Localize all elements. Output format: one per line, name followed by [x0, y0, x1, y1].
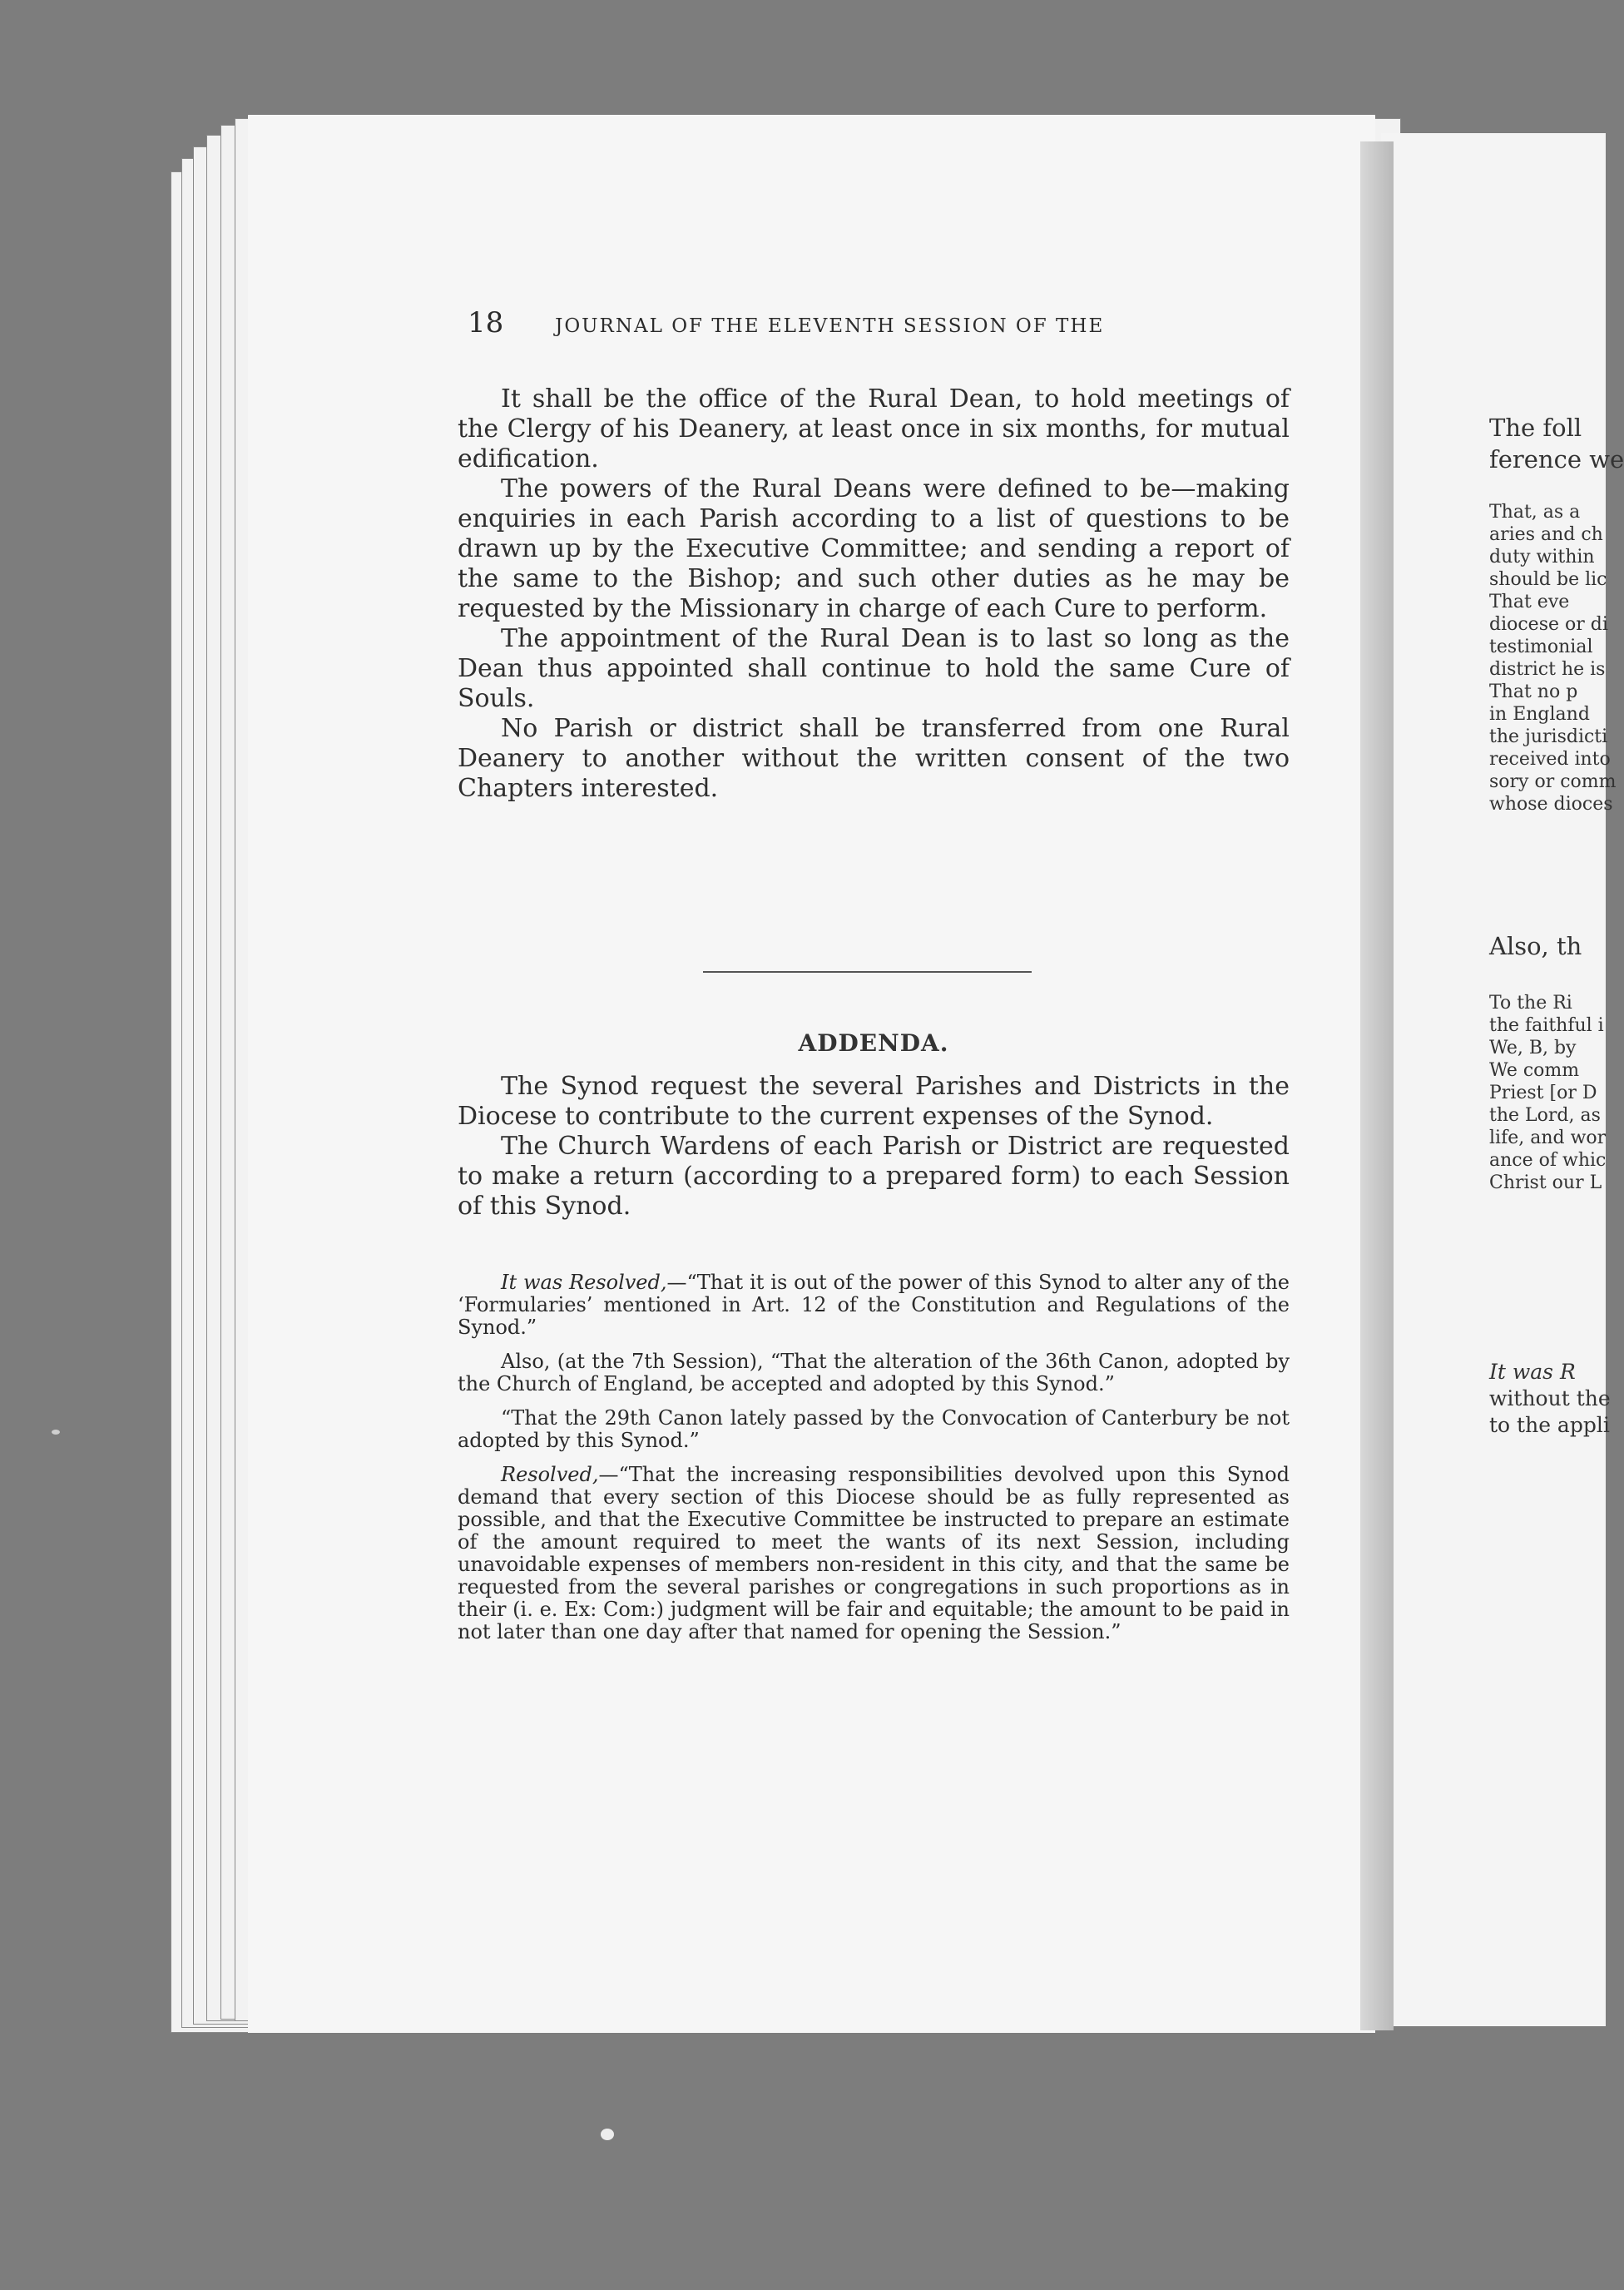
- resolution-text: Also, (at the 7th Session), “That the alteration of the 36th Canon, adopted by the Church of England, be accepted and adopted by this Synod.”: [458, 1350, 1290, 1395]
- fragment-line: It was R: [1489, 1360, 1576, 1384]
- fragment-line: The foll: [1489, 414, 1582, 442]
- page-number: 18: [468, 306, 504, 340]
- right-block-2: [1489, 501, 1617, 815]
- fragment-line: That, as a: [1489, 502, 1581, 523]
- book-gutter: [1360, 141, 1394, 2030]
- body-text: [458, 384, 1290, 804]
- dust-speck: [52, 1430, 60, 1435]
- section-title: ADDENDA.: [798, 1029, 949, 1057]
- resolution-lead: Resolved,: [501, 1463, 599, 1486]
- fragment-line: We comm: [1489, 1060, 1580, 1081]
- fragment-line: That no p: [1489, 682, 1578, 702]
- fragment-line: the Lord, as: [1489, 1105, 1601, 1126]
- fragment-line: Also, th: [1489, 932, 1582, 960]
- fragment-line: whose dioces: [1489, 794, 1613, 815]
- fragment-line: That eve: [1489, 592, 1570, 612]
- addenda-text: [458, 1072, 1290, 1222]
- running-head: JOURNAL OF THE ELEVENTH SESSION OF THE: [555, 315, 1105, 337]
- resolution: [458, 1464, 1290, 1643]
- fragment-line: We, B, by: [1489, 1038, 1577, 1058]
- fragment-line: should be lic: [1489, 569, 1607, 590]
- paragraph: It shall be the office of the Rural Dean, to hold meetings of the Clergy of his Deanery, at least once in six months, for mutual edification.: [458, 384, 1290, 473]
- fragment-line: the faithful i: [1489, 1015, 1604, 1036]
- paragraph: The appointment of the Rural Dean is to last so long as the Dean thus appointed shall continue to hold the same Cure of Souls.: [458, 624, 1290, 713]
- resolution: [458, 1271, 1290, 1339]
- section-divider: [703, 971, 1032, 973]
- paragraph: The powers of the Rural Deans were defined to be—making enquiries in each Parish according to a list of questions to be drawn up by the Executive Committee; and sending a report of the same to the Bishop; and such other duties as he may be requested by the Missionary in charge of each Cure to perform.: [458, 474, 1290, 623]
- resolution: [458, 1407, 1290, 1452]
- fragment-line: aries and ch: [1489, 524, 1603, 545]
- right-block-3: [1489, 930, 1606, 962]
- right-block-1: [1489, 412, 1624, 475]
- fragment-line: Priest [or D: [1489, 1083, 1597, 1103]
- paragraph: The Synod request the several Parishes and Districts in the Diocese to contribute to the current expenses of the Synod.: [458, 1072, 1290, 1131]
- resolution-text: —“That the increasing responsibilities devolved upon this Synod demand that every section of this Diocese should be as fully represented as possible, and that the Executive Committee be instructed to prepare an estimate of the amount required to meet the wants of its next Session, including unavoidable expenses of members non-resident in this city, and that the same be requested from the several parishes or congregations in such proportions as in their (i. e. Ex: Com:) judgment will be fair and equitable; the amount to be paid in not later than one day after that named for opening the Session.”: [458, 1463, 1290, 1643]
- resolutions: [458, 1271, 1290, 1655]
- paragraph: No Parish or district shall be transferred from one Rural Deanery to another without the written consent of the two Chapters interested.: [458, 714, 1290, 803]
- fragment-line: to the appli: [1489, 1413, 1610, 1437]
- running-header: [468, 306, 1300, 340]
- fragment-line: without the: [1489, 1386, 1611, 1410]
- fragment-line: ference we: [1489, 445, 1624, 473]
- fragment-line: district he is: [1489, 659, 1606, 680]
- fragment-line: To the Ri: [1489, 993, 1572, 1014]
- fragment-line: diocese or di: [1489, 614, 1608, 635]
- resolution-text: “That the 29th Canon lately passed by the Convocation of Canterbury be not adopted by this Synod.”: [458, 1406, 1290, 1452]
- fragment-line: life, and wor: [1489, 1128, 1607, 1148]
- fragment-line: in England: [1489, 704, 1590, 725]
- right-block-5: [1489, 1359, 1611, 1439]
- resolution-lead: It was Resolved,: [501, 1271, 667, 1294]
- resolution-text: —“That it is out of the power of this Synod to alter any of the ‘Formularies’ mentioned in Art. 12 of the Constitution and Regulations of the Synod.”: [458, 1271, 1290, 1339]
- resolution: [458, 1351, 1290, 1395]
- fragment-line: Christ our L: [1489, 1172, 1602, 1193]
- fragment-line: received into: [1489, 749, 1611, 770]
- right-block-4: [1489, 992, 1606, 1194]
- fragment-line: ance of whic: [1489, 1150, 1607, 1171]
- fragment-line: sory or comm: [1489, 771, 1617, 792]
- paragraph: The Church Wardens of each Parish or District are requested to make a return (according to a prepared form) to each Session of this Synod.: [458, 1132, 1290, 1221]
- fragment-line: the jurisdicti: [1489, 726, 1608, 747]
- fragment-line: testimonial: [1489, 637, 1593, 657]
- dust-speck: [601, 2129, 614, 2140]
- fragment-line: duty within: [1489, 547, 1595, 568]
